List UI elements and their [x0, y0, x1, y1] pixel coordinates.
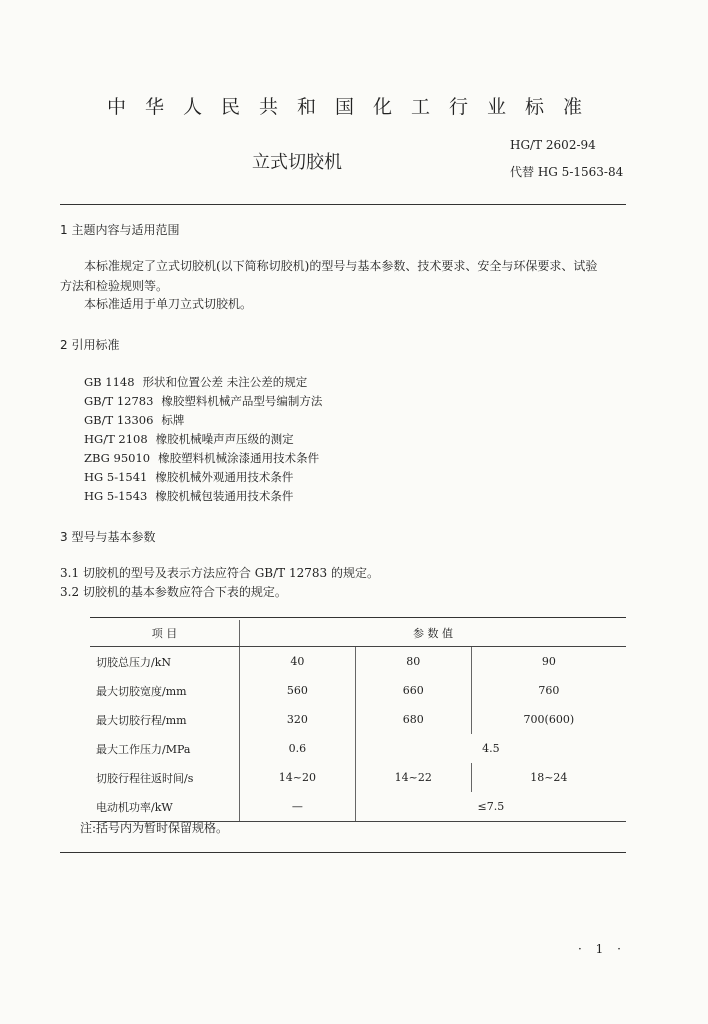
table-row: [90, 676, 626, 705]
reference-item: HG 5-1543 橡胶机械包装通用技术条件: [84, 489, 294, 503]
cell: 680: [355, 705, 471, 734]
cell: 40: [240, 647, 356, 677]
table-row: [90, 705, 626, 734]
cell: 660: [355, 676, 471, 705]
table-note: 注:括号内为暂时保留规格。: [80, 821, 229, 835]
table-header-row: [90, 620, 626, 647]
cell: 320: [240, 705, 356, 734]
row-label: 切胶总压力/kN: [96, 655, 171, 669]
reference-item: HG/T 2108 橡胶机械噪声声压级的测定: [84, 432, 294, 446]
cell: —: [240, 792, 356, 822]
cell: 760: [471, 676, 626, 705]
section-1-para-line-1: 本标准规定了立式切胶机(以下简称切胶机)的型号与基本参数、技术要求、安全与环保要求、试验: [84, 259, 598, 273]
section-1-para-line-2: 方法和检验规则等。: [60, 279, 169, 293]
standard-title: 中华人民共和国化工行业标准: [106, 96, 601, 118]
cell: 560: [240, 676, 356, 705]
reference-item: GB 1148 形状和位置公差 未注公差的规定: [84, 375, 308, 389]
header-item-cell: 项 目: [90, 620, 240, 647]
cell: 0.6: [240, 734, 356, 763]
reference-item: HG 5-1541 橡胶机械外观通用技术条件: [84, 470, 294, 484]
cell: 18~24: [471, 763, 626, 792]
section-1-para-2: 本标准适用于单刀立式切胶机。: [84, 297, 253, 311]
table-top-rule: [90, 617, 626, 618]
row-label: 最大切胶行程/mm: [96, 713, 187, 727]
parameter-table: [90, 620, 626, 822]
cell: 700(600): [471, 705, 626, 734]
page-number: · 1 ·: [578, 942, 626, 956]
table-row: [90, 734, 626, 763]
document-title: 立式切胶机: [252, 152, 342, 173]
table-row: [90, 647, 626, 677]
row-label: 电动机功率/kW: [90, 792, 240, 822]
cell: 14~20: [240, 763, 356, 792]
standard-code: HG/T 2602-94: [510, 138, 596, 152]
row-label: 切胶行程往返时间/s: [96, 771, 194, 785]
merged-cell: ≤7.5: [355, 792, 626, 822]
cell: 90: [471, 647, 626, 677]
row-label: 最大切胶宽度/mm: [96, 684, 187, 698]
section-3-item-2: 3.2 切胶机的基本参数应符合下表的规定。: [60, 585, 287, 599]
reference-item: ZBG 95010 橡胶塑料机械涂漆通用技术条件: [84, 451, 320, 465]
table-row: [90, 763, 626, 792]
replaces-standard: 代替 HG 5-1563-84: [510, 165, 624, 179]
header-divider: [60, 204, 626, 205]
section-3-item-1: 3.1 切胶机的型号及表示方法应符合 GB/T 12783 的规定。: [60, 566, 379, 580]
section-3-heading: 3 型号与基本参数: [60, 530, 156, 544]
cell: 80: [355, 647, 471, 677]
section-2-heading: 2 引用标准: [60, 338, 120, 352]
footer-divider: [60, 852, 626, 853]
reference-item: GB/T 13306 标牌: [84, 413, 185, 427]
row-label: 最大工作压力/MPa: [96, 742, 191, 756]
section-1-heading: 1 主题内容与适用范围: [60, 223, 180, 237]
reference-item: GB/T 12783 橡胶塑料机械产品型号编制方法: [84, 394, 323, 408]
header-value-cell: 参 数 值: [240, 620, 627, 647]
merged-cell: 4.5: [355, 734, 626, 763]
cell: 14~22: [355, 763, 471, 792]
